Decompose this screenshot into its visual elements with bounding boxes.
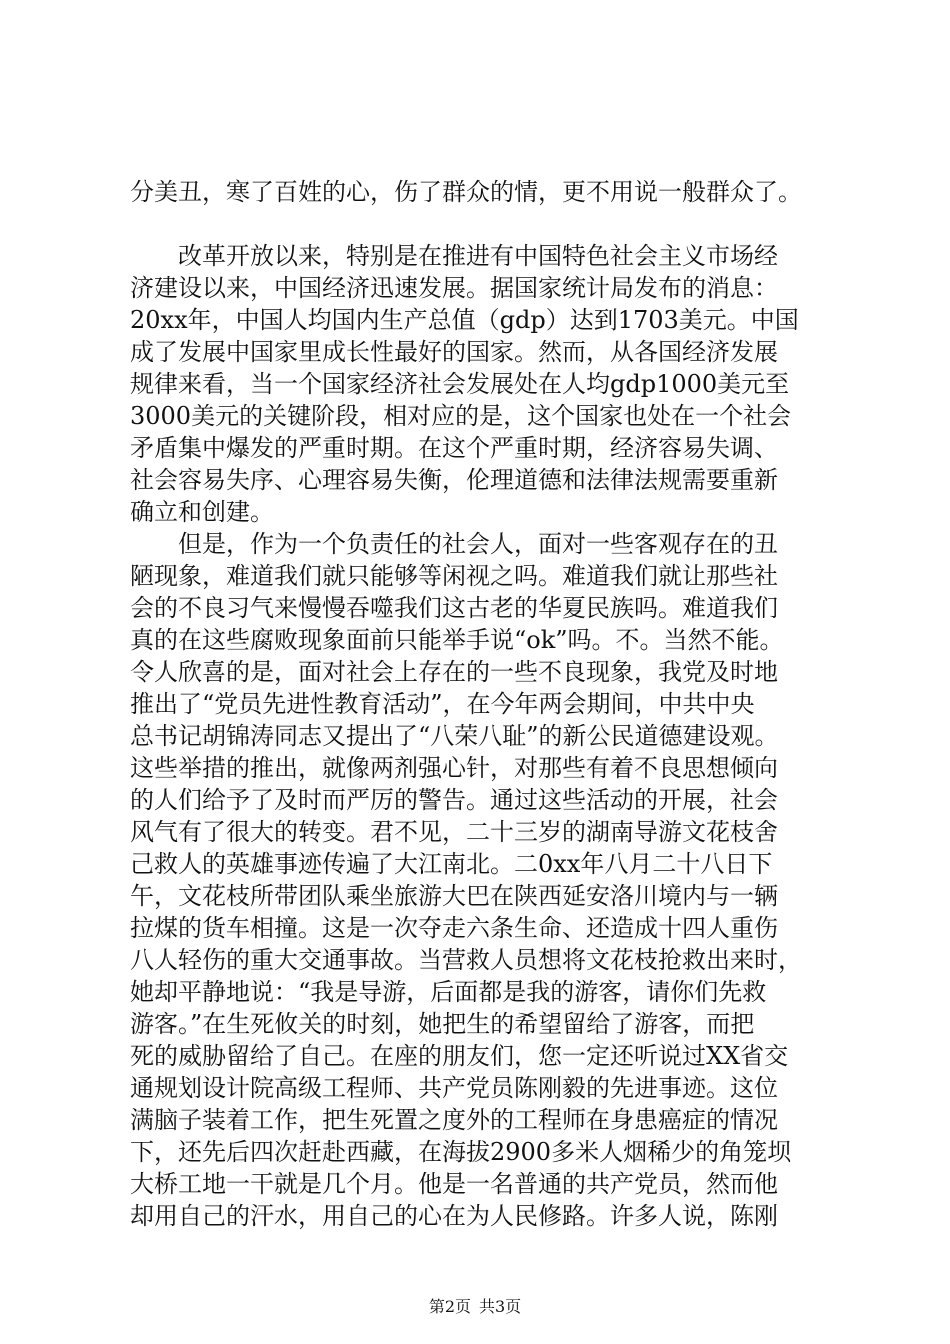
text-line: 通规划设计院高级工程师、共产党员陈刚毅的先进事迹。这位: [130, 1074, 778, 1102]
text-line: 死的威胁留给了自己。在座的朋友们，您一定还听说过XX省交: [130, 1042, 789, 1070]
text-line: 午，文花枝所带团队乘坐旅游大巴在陕西延安洛川境内与一辆: [130, 882, 778, 910]
text-line: 八人轻伤的重大交通事故。当营救人员想将文花枝抢救出来时，: [130, 946, 802, 974]
page-number-current: 第2页: [428, 1297, 471, 1316]
text-line: 总书记胡锦涛同志又提出了“八荣八耻”的新公民道德建设观。: [130, 722, 779, 750]
text-line: 但是，作为一个负责任的社会人，面对一些客观存在的丑: [130, 530, 778, 558]
text-line: 满脑子装着工作，把生死置之度外的工程师在身患癌症的情况: [130, 1106, 778, 1134]
page-footer: [0, 1296, 950, 1318]
paragraph-continuation: [130, 176, 840, 208]
text-line: 改革开放以来，特别是在推进有中国特色社会主义市场经: [130, 242, 778, 270]
text-line: 下，还先后四次赶赴西藏，在海拔2900多米人烟稀少的角笼坝: [130, 1138, 792, 1166]
text-line: 确立和创建。: [130, 498, 274, 526]
text-line: 分美丑，寒了百姓的心，伤了群众的情，更不用说一般群众了。: [130, 178, 802, 206]
text-line: 的人们给予了及时而严厉的警告。通过这些活动的开展，社会: [130, 786, 778, 814]
text-line: 推出了“党员先进性教育活动”，在今年两会期间，中共中央: [130, 690, 755, 718]
text-line: 20xx年，中国人均国内生产总值（gdp）达到1703美元。中国: [130, 306, 799, 334]
paragraph-responsibility: [130, 528, 840, 1232]
text-line: 这些举措的推出，就像两剂强心针，对那些有着不良思想倾向: [130, 754, 778, 782]
text-line: 规律来看，当一个国家经济社会发展处在人均gdp1000美元至: [130, 370, 790, 398]
text-line: 陋现象，难道我们就只能够等闲视之吗。难道我们就让那些社: [130, 562, 778, 590]
text-line: 会的不良习气来慢慢吞噬我们这古老的华夏民族吗。难道我们: [130, 594, 778, 622]
text-line: 己救人的英雄事迹传遍了大江南北。二0xx年八月二十八日下: [130, 850, 773, 878]
paragraph-reform: [130, 240, 840, 528]
text-line: 游客。”在生死攸关的时刻，她把生的希望留给了游客，而把: [130, 1010, 755, 1038]
text-line: 成了发展中国家里成长性最好的国家。然而，从各国经济发展: [130, 338, 778, 366]
text-line: 风气有了很大的转变。君不见，二十三岁的湖南导游文花枝舍: [130, 818, 778, 846]
text-line: 济建设以来，中国经济迅速发展。据国家统计局发布的消息：: [130, 274, 778, 302]
text-line: 大桥工地一干就是几个月。他是一名普通的共产党员，然而他: [130, 1170, 778, 1198]
text-line: 她却平静地说：“我是导游，后面都是我的游客，请你们先救: [130, 978, 767, 1006]
text-line: 矛盾集中爆发的严重时期。在这个严重时期，经济容易失调、: [130, 434, 778, 462]
text-line: 真的在这些腐败现象面前只能举手说“ok”吗。不。当然不能。: [130, 626, 784, 654]
text-line: 社会容易失序、心理容易失衡，伦理道德和法律法规需要重新: [130, 466, 778, 494]
page-number-total: 共3页: [479, 1297, 522, 1316]
text-line: 3000美元的关键阶段，相对应的是，这个国家也处在一个社会: [130, 402, 792, 430]
text-line: 拉煤的货车相撞。这是一次夺走六条生命、还造成十四人重伤: [130, 914, 778, 942]
text-line: 令人欣喜的是，面对社会上存在的一些不良现象，我党及时地: [130, 658, 778, 686]
text-line: 却用自己的汗水，用自己的心在为人民修路。许多人说，陈刚: [130, 1202, 778, 1230]
